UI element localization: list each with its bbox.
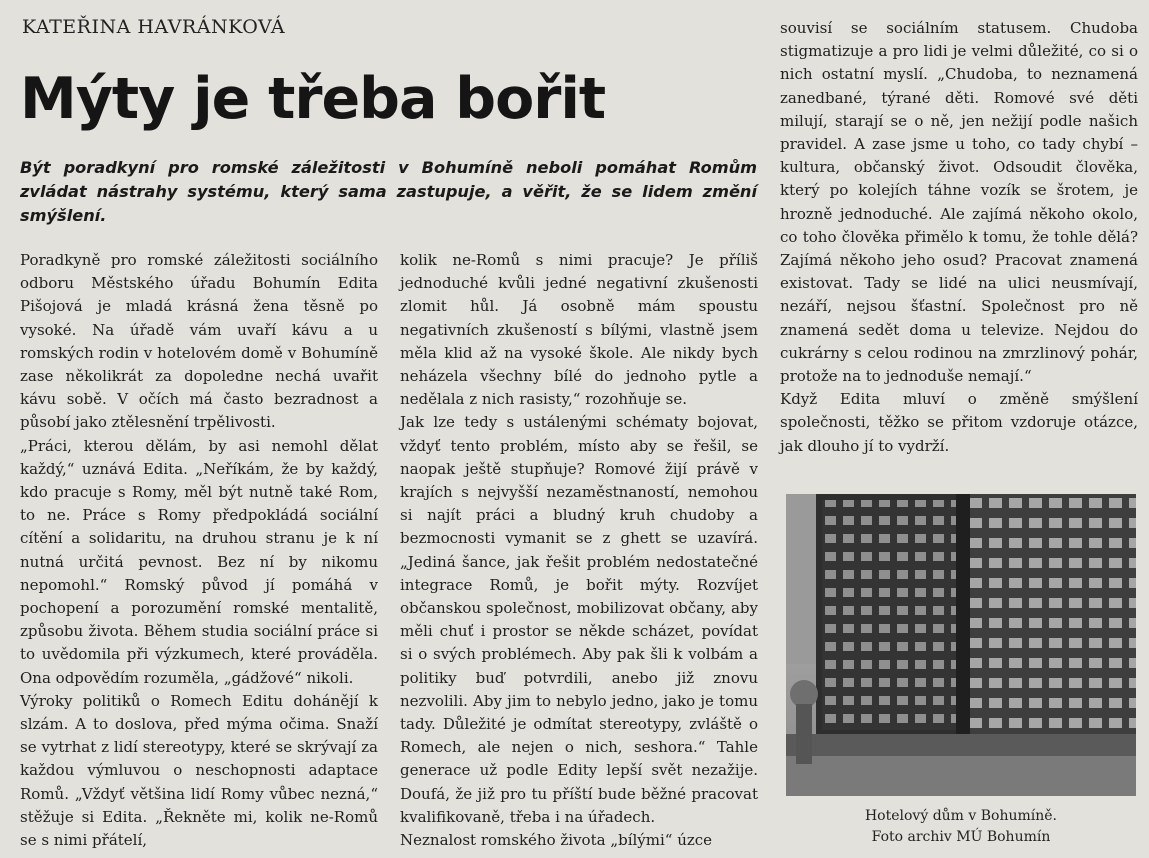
paragraph: kolik ne-Romů s nimi pracuje? Je příliš jednoduché kvůli jedné negativní zkušenosti zlomit hůl. Já osobně mám spoustu negativních zkušeností s bílými, vlastně jsem měla klid až na vysoké škole. Ale nikdy bych neházela všechny bílé do jednoho pytle a nedělala z nich rasisty,“ rozohňuje se. <box>400 251 758 409</box>
paragraph: Neznalost romského života „bílými“ úzce <box>400 831 713 850</box>
photo-caption <box>786 806 1136 848</box>
caption-line: Hotelový dům v Bohumíně. <box>864 808 1058 824</box>
paragraph: Výroky politiků o Romech Editu dohánějí k slzám. A to doslova, před mýma očima. Snaží se vytrhat z lidí stereotypy, které se skrývají za každou výmluvou o neschopnosti adaptace Romů. „Vždyť většina lidí Romy vůbec nezná,“ stěžuje si Edita. „Řekněte mi, kolik ne-Romů se s nimi přátelí, <box>20 691 378 850</box>
building-photo <box>786 494 1136 796</box>
paragraph: Jak lze tedy s ustálenými schématy bojovat, vždyť tento problém, místo aby se řešil, se naopak ještě stupňuje? Romové žijí právě v krajích s nejvyšší nezaměstnaností, nemohou si najít práci a bludný kruh chudoby a bezmocnosti vymanit se z ghett se uzavírá. „Jediná šance, jak řešit problém nedostatečné integrace Romů, je bořit mýty. Rozvíjet občanskou společnost, mobilizovat občany, aby měli chuť i prostor se někde scházet, povídat si o svých problémech. Aby pak šli k volbám a politiky buď potvrdili, anebo již znovu nezvolili. Aby jim to nebylo jedno, jako je tomu tady. Důležité je odmítat stereotypy, zvláště o Romech, ale nejen o nich, seshora.“ Tahle generace už podle Edity lepší svět nezažije. Doufá, že již pro tu příští bude běžné pracovat kvalifikovaně, třeba i na úřadech. <box>400 413 758 826</box>
article-column-3 <box>780 17 1138 458</box>
article-column-1 <box>20 249 378 852</box>
article-column-2 <box>400 249 758 852</box>
paragraph: souvisí se sociálním statusem. Chudoba stigmatizuje a pro lidi je velmi důležité, co si o nich ostatní myslí. „Chudoba, to neznamená zanedbané, týrané děti. Romové své děti milují, starají se o ně, jen nežijí podle našich pravidel. A zase jsme u toho, co tady chybí – kultura, občanský život. Odsoudit člověka, který po kolejích táhne vozík se šrotem, je hrozně jednoduché. Ale zajímá někoho okolo, co toho člověka přimělo k tomu, že tohle dělá? Zajímá někoho jeho osud? Pracovat znamená existovat. Tady se lidé na ulici neusmívají, nezáří, nejsou šťastní. Společnost pro ně znamená sedět doma u televize. Nejdou do cukrárny s celou rodinou na zmrzlinový pohár, protože na to jednoduše nemají.“ <box>780 19 1138 386</box>
paragraph: „Práci, kterou dělám, by asi nemohl dělat každý,“ uznává Edita. „Neříkám, že by každý, kdo pracuje s Romy, měl být nutně také Rom, to ne. Práce s Romy předpokládá sociální cítění a solidaritu, na druhou stranu je k ní nutná určitá pevnost. Bez ní by nikomu nepomohl.“ Romský původ jí pomáhá v pochopení a porozumění romské mentalitě, způsobu života. Během studia sociální práce si to uvědomila při výzkumech, které prováděla. Ona odpovědím rozuměla, „gádžové“ nikoli. <box>20 436 378 687</box>
article-lead: Být poradkyní pro romské záležitosti v Bohumíně neboli pomáhat Romům zvládat nástrahy systému, který sama zastupuje, a věřit, že se lidem změní smýšlení. <box>20 158 757 225</box>
paragraph: Když Edita mluví o změně smýšlení společnosti, těžko se přitom vzdoruje otázce, jak dlouho jí to vydrží. <box>780 390 1138 455</box>
paragraph: Poradkyně pro romské záležitosti sociálního odboru Městského úřadu Bohumín Edita Pišojová je mladá krásná žena těsně po vysoké. Na úřadě vám uvaří kávu a u romských rodin v hotelovém domě v Bohumíně zase několikrát za dopoledne nechá uvařit kávu sobě. V očích má často bezradnost a působí jako ztělesnění trpělivosti. <box>20 251 378 432</box>
caption-credit: Foto archiv MÚ Bohumín <box>871 829 1051 845</box>
building-illustration <box>786 494 1136 796</box>
author-byline: KATEŘINA HAVRÁNKOVÁ <box>22 16 286 38</box>
article-headline: Mýty je třeba bořit <box>20 66 606 132</box>
